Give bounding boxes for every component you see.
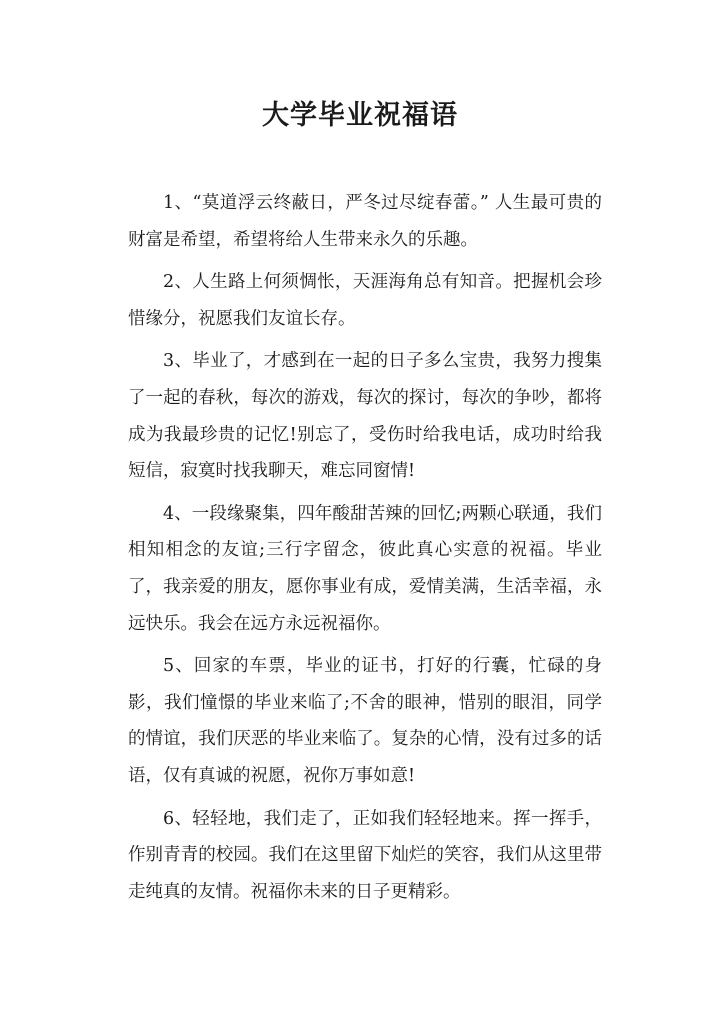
paragraph-6: 6、轻轻地，我们走了，正如我们轻轻地来。挥一挥手，作别青青的校园。我们在这里留下灿烂的笑容，我们从这里带走纯真的友情。祝福你未来的日子更精彩。 <box>128 808 602 902</box>
paragraph-5: 5、回家的车票，毕业的证书，打好的行囊，忙碌的身影，我们憧憬的毕业来临了;不舍的眼神，惜别的眼泪，同学的情谊，我们厌恶的毕业来临了。复杂的心情，没有过多的话语，仅有真诚的祝愿，祝你万事如意! <box>128 656 602 786</box>
paragraph-4: 4、一段缘聚集，四年酸甜苦辣的回忆;两颗心联通，我们相知相念的友谊;三行字留念，彼此真心实意的祝福。毕业了，我亲爱的朋友，愿你事业有成，爱情美满，生活幸福，永远快乐。我会在远方永远祝福你。 <box>128 503 602 634</box>
document-title: 大学毕业祝福语 <box>262 100 458 131</box>
document-body <box>128 185 602 916</box>
paragraph-1: 1、“莫道浮云终蔽日，严冬过尽绽春蕾。” 人生最可贵的财富是希望，希望将给人生带来永久的乐趣。 <box>128 193 602 250</box>
paragraph-3: 3、毕业了，才感到在一起的日子多么宝贵，我努力搜集了一起的春秋，每次的游戏，每次的探讨，每次的争吵，都将成为我最珍贵的记忆!别忘了，受伤时给我电话，成功时给我短信，寂寞时找我聊天，难忘同窗情! <box>128 351 602 482</box>
paragraph-2: 2、人生路上何须惆怅，天涯海角总有知音。把握机会珍惜缘分，祝愿我们友谊长存。 <box>128 272 602 329</box>
